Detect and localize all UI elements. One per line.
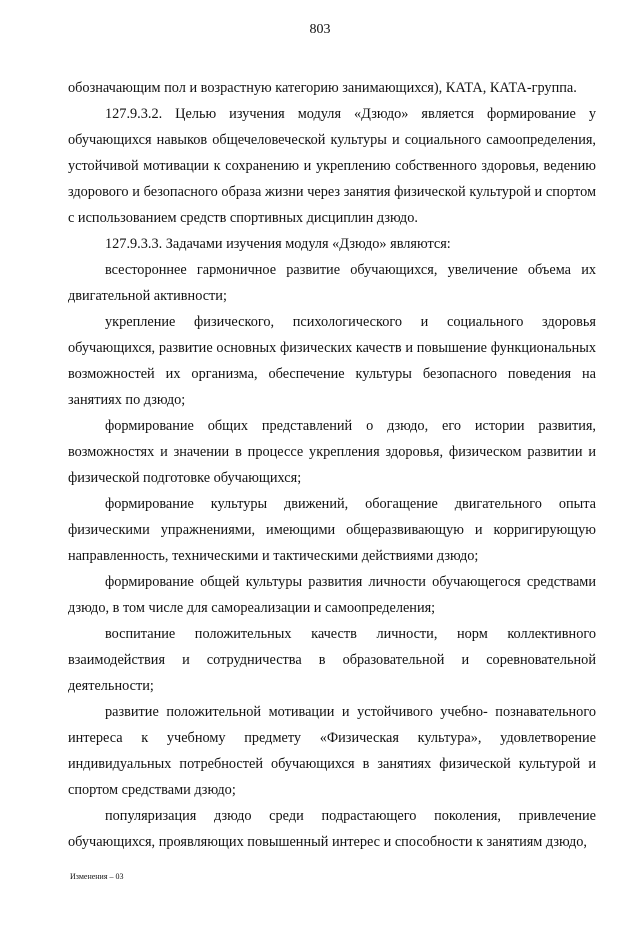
paragraph-127-9-3-2: 127.9.3.2. Целью изучения модуля «Дзюдо» является формирование у обучающихся навыков общечеловеческой культуры и социального самоопределения, устойчивой мотивации к сохранению и укреплению собственного здоровья, ведению здорового и безопасного образа жизни через занятия физической культурой и спортом с использованием средств спортивных дисциплин дзюдо.: [68, 106, 596, 226]
paragraph-continuation: обозначающим пол и возрастную категорию занимающихся), КАТА, КАТА-группа.: [68, 80, 577, 96]
list-item-task-5: формирование общей культуры развития личности обучающегося средствами дзюдо, в том числе для самореализации и самоопределения;: [68, 574, 596, 616]
list-item-task-2: укрепление физического, психологического и социального здоровья обучающихся, развитие основных физических качеств и повышение функциональных возможностей их организма, обеспечение культуры безопасного поведения на занятиях по дзюдо;: [68, 314, 596, 408]
document-body: [68, 75, 596, 855]
paragraph-127-9-3-3: 127.9.3.3. Задачами изучения модуля «Дзюдо» являются:: [105, 236, 451, 252]
list-item-task-3: формирование общих представлений о дзюдо, его истории развития, возможностях и значении в процессе укрепления здоровья, физическом развитии и физической подготовке обучающихся;: [68, 418, 596, 486]
list-item-task-8: популяризация дзюдо среди подрастающего поколения, привлечение обучающихся, проявляющих повышенный интерес и способности к занятиям дзюдо,: [68, 808, 596, 850]
list-item-task-4: формирование культуры движений, обогащение двигательного опыта физическими упражнениями, имеющими общеразвивающую и корригирующую направленность, техническими и тактическими действиями дзюдо;: [68, 496, 596, 564]
list-item-task-6: воспитание положительных качеств личности, норм коллективного взаимодействия и сотрудничества в образовательной и соревновательной деятельности;: [68, 626, 596, 694]
list-item-task-7: развитие положительной мотивации и устойчивого учебно- познавательного интереса к учебному предмету «Физическая культура», удовлетворение индивидуальных потребностей обучающихся в занятиях физической культурой и спортом средствами дзюдо;: [68, 704, 596, 798]
page-number: 803: [309, 22, 331, 37]
footer-revision: Изменения – 03: [70, 872, 124, 881]
list-item-task-1: всестороннее гармоничное развитие обучающихся, увеличение объема их двигательной активности;: [68, 262, 596, 304]
